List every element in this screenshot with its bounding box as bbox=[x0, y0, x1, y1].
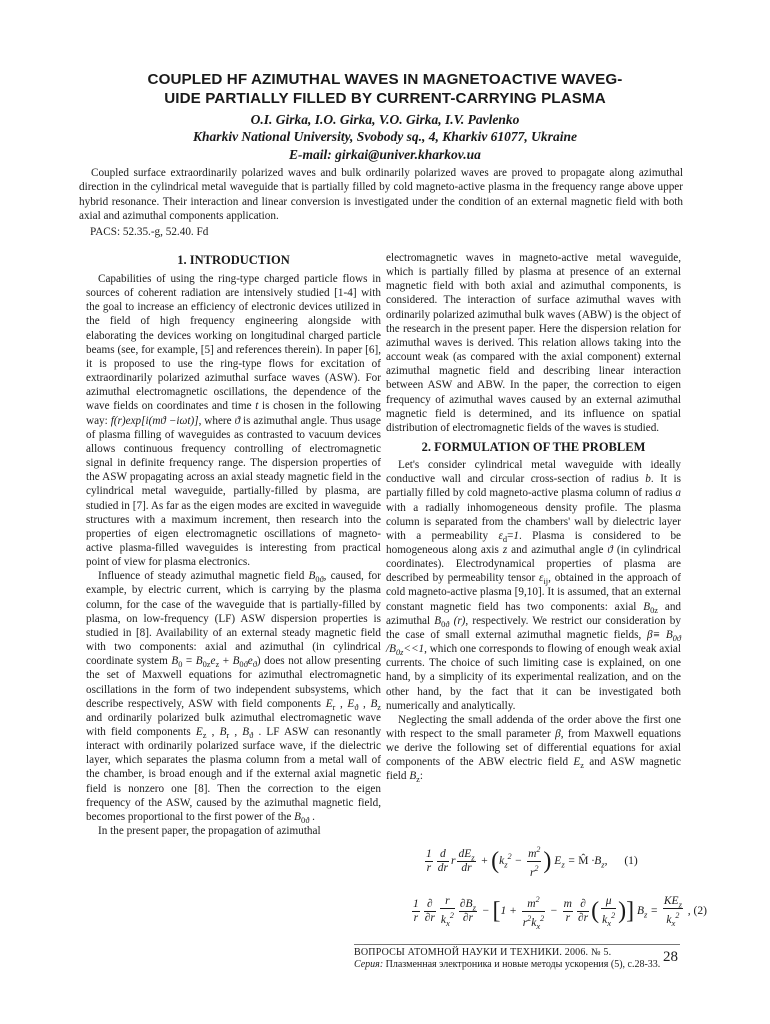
equation-1: $\frac{1}{r}$ $\frac{d}{dr}$ r $\frac{dE_z}{dr}$ + ($k_z^2$ − $\frac{m^2}{r^2}$ ) $E_z$ = M̂ $\cdot B_z$, (1) bbox=[426, 845, 638, 879]
journal-series: Серия: Плазменная электроника и новые методы ускорения (5), с.28-33. bbox=[354, 959, 661, 970]
email: E-mail: girkai@univer.kharkov.ua bbox=[289, 147, 481, 162]
right-column bbox=[386, 251, 681, 784]
pacs: PACS: 52.35.-g, 52.40. Fd bbox=[90, 226, 209, 238]
paper-title bbox=[60, 70, 710, 108]
section-heading-formulation: 2. FORMULATION OF THE PROBLEM bbox=[421, 440, 646, 455]
affiliation: Kharkiv National University, Svobody sq., 4, Kharkiv 61077, Ukraine bbox=[193, 129, 577, 144]
equation-2-number: (2) bbox=[693, 904, 707, 917]
authors: O.I. Girka, I.O. Girka, V.O. Girka, I.V. Pavlenko bbox=[250, 112, 520, 127]
title-line-1: COUPLED HF AZIMUTHAL WAVES IN MAGNETOACTIVE WAVEG- bbox=[147, 71, 623, 88]
paragraph: Let's consider cylindrical metal waveguide with ideally conductive wall and circular cross-section of radius b. It is partially filled by cold magneto-active plasma column of radius a with a radially inhomogeneous density profile. The plasma column is separated from the chambers' wall by dielectric layer with a permeability $\varepsilon_d=1$. Plasma is considered to be homogeneous along axis z and azimuthal angle ϑ (in cylindrical coordinates). Electrodynamical properties of plasma are described by permeability tensor $\varepsilon_{ij}$, obtained in the approach of cold magneto-active plasma [9,10]. It is assumed, that an external constant magnetic field has two components: axial $B_{0z}$ and azimuthal $B_{0ϑ}$ (r), respectively. We restrict our consideration by the case of small external azimuthal magnetic fields, $\beta\equiv B_{0ϑ}$ $/B_{0z}<<1$, which one corresponds to flowing of enough weak axial currents. The choice of such limiting case is explained, on one hand, by a simplicity of its experimental realization, and on the other hand, by the fact that it can be investigated both numerically and analytically. bbox=[386, 459, 682, 712]
equation-2: $\frac{1}{r}$ $\frac{\partial}{\partial r}$ $\frac{r}{k_x^2}$ $\frac{\partial B_z}{\partial r}$ − [1 + $\frac{m^2}{r^2k_x^2}$ − $\frac{m}{r}$ $\frac{\partial}{\partial r}$ ( $\frac{\mu}{k_x^2}$ )] $B_z$ = $\frac{KE_z}{k_x^2}$ , (2) bbox=[413, 895, 707, 931]
paragraph: Neglecting the small addenda of the order above the first one with respect to the small parameter β, from Maxwell equations we derive the following set of differential equations for axial components of the ABW electric field $E_z$ and ASW magnetic field $B_z$: bbox=[386, 713, 681, 785]
section-heading-introduction: 1. INTRODUCTION bbox=[177, 253, 290, 267]
abstract: Coupled surface extraordinarily polarized waves and bulk ordinarily polarized waves are proved to propagate along azimuthal direction in the cylindrical metal waveguide that is partially filled by cold magneto-active plasma in the frequency range above upper hybrid resonance. Their interaction and linear conversion is investigated under the condition of an external magnetic field with both axial and azimuthal components application. bbox=[79, 167, 683, 223]
paragraph: In the present paper, the propagation of azimuthal bbox=[98, 825, 321, 838]
page-number: 28 bbox=[663, 949, 678, 965]
title-line-2: UIDE PARTIALLY FILLED BY CURRENT-CARRYING PLASMA bbox=[164, 90, 606, 107]
left-column bbox=[86, 252, 381, 838]
journal-name: ВОПРОСЫ АТОМНОЙ НАУКИ И ТЕХНИКИ. 2006. № 5. bbox=[354, 947, 612, 958]
paragraph: Capabilities of using the ring-type charged particle flows in sources of coherent radiation are intensively studied [1-4] with the goal to increase an efficiency of electronic devices utilized in the field of high frequency engineering alongside with elaborating the devices working on longitudinal charged particle beams (see, for example, [5] and references therein). In paper [6], it is proposed to use the ring-type flows for excitation of extraordinarily polarized azimuthal surface waves (ASW). For azimuthal electromagnetic oscillations, the dependence of the wave fields on coordinates and time t is chosen in the following way: f(r)exp[i(mϑ −iωt)], where ϑ is azimuthal angle. Thus usage of plasma filling of waveguides as contrasted to vacuum devices allows continuous frequency controlling of electromagnetic signal in definite frequency range. The dispersion properties of the ASW propagating across an axial steady magnetic field in the cylindrical metal waveguide, partially-filled by plasma, are studied in [7]. As far as the eigen modes are excited in waveguide structures with a maximum increment, then research into the properties of eigen electromagnetic oscillations of magneto-active plasma-filled waveguides is interesting from practical point of view for plasma electronics. bbox=[86, 273, 381, 569]
paragraph: Influence of steady azimuthal magnetic field $B_{0ϑ}$, caused, for example, by electric current, which is carrying by the plasma column, for the case of the waveguide that is partially-filled by plasma, on low-frequency (LF) ASW dispersion properties is studied in [8]. Availability of an external steady magnetic field with two components: axial and azimuthal (in cylindrical coordinate system $B_0 = B_{0z}e_z + B_{0ϑ}e_ϑ$) does not allow presenting the set of Maxwell equations for azimuthal electromagnetic oscillations in the form of two independent subsystems, which describe respectively, ASW with field components $E_r$ , $E_ϑ$ , $B_z$ and ordinarily polarized bulk azimuthal electromagnetic wave with field components $E_z$ , $B_r$ , $B_ϑ$ . LF ASW can resonantly interact with ordinarily polarized surface wave, if the dielectric layer, which separates the plasma column from a metal wall of the chamber, is broad enough and if the external axial magnetic field is nonzero one [8]. Then the correction to the eigen frequency of the ASW, caused by the azimuthal magnetic field, becomes proportional to the first power of the $B_{0ϑ}$ . bbox=[86, 570, 382, 826]
equation-1-number: (1) bbox=[624, 854, 638, 867]
paragraph: electromagnetic waves in magneto-active metal waveguide, which is partially filled by plasma at presence of an external magnetic field with both axial and azimuthal components, is considered. The interaction of surface azimuthal waves with ordinarily polarized azimuthal bulk waves (ABW) is the object of the research in the present paper. Here the dispersion relation for azimuthal waves is derived. This relation allows taking into the account weak (as compared with the axial component) external azimuthal magnetic field and describing linear interaction between ASW and ABW. In the paper, the correction to eigen frequency of azimuthal waves caused by an external azimuthal magnetic field is determined, and its influence on spatial distribution of electromagnetic fields of the waves is studied. bbox=[386, 252, 681, 434]
footer-rule bbox=[354, 944, 680, 945]
